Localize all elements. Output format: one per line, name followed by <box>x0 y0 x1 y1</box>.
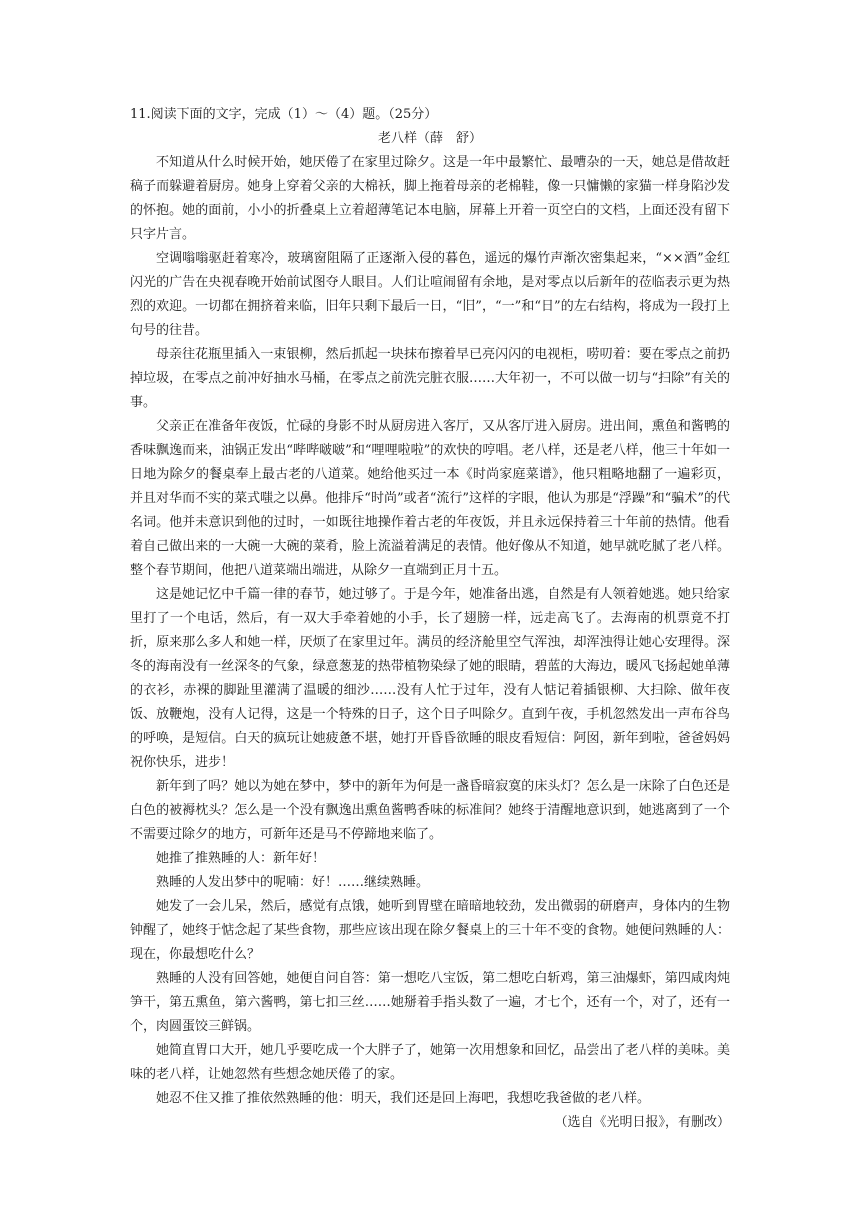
paragraph-5: 这是她记忆中千篇一律的春节，她过够了。于是今年，她准备出逃，自然是有人领着她逃。她只给家里打了一个电话，然后，有一双大手牵着她的小手，长了翅膀一样，远走高飞了。去海南的机票竟不打折，原来那么多人和她一样，厌烦了在家里过年。满员的经济舱里空气浑浊，却浑浊得让她心安理得。深冬的海南没有一丝深冬的气象，绿意葱茏的热带植物染绿了她的眼睛，碧蓝的大海边，暖风飞扬起她单薄的衣衫，赤裸的脚趾里灌满了温暖的细沙……没有人忙于过年，没有人惦记着插银柳、大扫除、做年夜饭、放鞭炮，没有人记得，这是一个特殊的日子，这个日子叫除夕。直到午夜，手机忽然发出一声布谷鸟的呼唤，是短信。白天的疯玩让她疲惫不堪，她打开昏昏欲睡的眼皮看短信：阿囡，新年到啦，爸爸妈妈祝你快乐，进步！ <box>130 587 730 770</box>
paragraph-8: 熟睡的人发出梦中的呢喃：好！……继续熟睡。 <box>156 875 430 890</box>
paragraph-12: 她忍不住又推了推依然熟睡的他：明天，我们还是回上海吧，我想吃我爸做的老八样。 <box>156 1091 651 1106</box>
paragraph-10: 熟睡的人没有回答她，她便自问自答：第一想吃八宝饭，第二想吃白斩鸡，第三油爆虾，第四咸肉炖笋干，第五熏鱼，第六酱鸭，第七扣三丝……她掰着手指头数了一遍，才七个，还有一个，对了，还有一个，肉圆蛋饺三鲜锅。 <box>130 971 730 1034</box>
paragraph-7: 她推了推熟睡的人：新年好！ <box>156 851 326 866</box>
story-title: 老八样（薛 舒） <box>377 131 482 146</box>
question-header: 11.阅读下面的文字，完成（1）～（4）题。（25分） <box>130 107 438 122</box>
paragraph-9: 她发了一会儿呆，然后，感觉有点饿，她听到胃壁在暗暗地较劲，发出微弱的研磨声，身体内的生物钟醒了，她终于惦念起了某些食物，那些应该出现在除夕餐桌上的三十年不变的食物。她便问熟睡的人：现在，你最想吃什么？ <box>130 899 730 962</box>
reading-passage <box>130 103 730 1135</box>
paragraph-4: 父亲正在准备年夜饭，忙碌的身影不时从厨房进入客厅，又从客厅进入厨房。进出间，熏鱼和酱鸭的香味飘逸而来，油锅正发出“哔哔啵啵”和“哩哩啦啦”的欢快的哼唱。老八样，还是老八样，他三十年如一日地为除夕的餐桌奉上最古老的八道菜。她给他买过一本《时尚家庭菜谱》，他只粗略地翻了一遍彩页，并且对华而不实的菜式嗤之以鼻。他排斥“时尚”或者“流行”这样的字眼，他认为那是“浮躁”和“骗术”的代名词。他并未意识到他的过时，一如既往地操作着古老的年夜饭，并且永远保持着三十年前的热情。他看着自己做出来的一大碗一大碗的菜肴，脸上流溢着满足的表情。他好像从不知道，她早就吃腻了老八样。整个春节期间，他把八道菜端出端进，从除夕一直端到正月十五。 <box>130 419 730 578</box>
paragraph-1: 不知道从什么时候开始，她厌倦了在家里过除夕。这是一年中最繁忙、最嘈杂的一天，她总是借故赶稿子而躲避着厨房。她身上穿着父亲的大棉袄，脚上拖着母亲的老棉鞋，像一只慵懒的家猫一样身陷沙发的怀抱。她的面前，小小的折叠桌上立着超薄笔记本电脑，屏幕上开着一页空白的文档，上面还没有留下只字片言。 <box>130 155 730 242</box>
paragraph-3: 母亲往花瓶里插入一束银柳，然后抓起一块抹布擦着早已亮闪闪的电视柜，唠叨着：要在零点之前扔掉垃圾，在零点之前冲好抽水马桶，在零点之前洗完脏衣服……大年初一，不可以做一切与“扫除”有关的事。 <box>130 347 730 410</box>
paragraph-11: 她简直胃口大开，她几乎要吃成一个大胖子了，她第一次用想象和回忆，品尝出了老八样的美味。美味的老八样，让她忽然有些想念她厌倦了的家。 <box>130 1043 730 1082</box>
paragraph-6: 新年到了吗？她以为她在梦中，梦中的新年为何是一盏昏暗寂寞的床头灯？怎么是一床除了白色还是白色的被褥枕头？怎么是一个没有飘逸出熏鱼酱鸭香味的标准间？她终于清醒地意识到，她逃离到了一个不需要过除夕的地方，可新年还是马不停蹄地来临了。 <box>130 779 730 842</box>
paragraph-2: 空调嗡嗡驱赶着寒冷，玻璃窗阻隔了正逐渐入侵的暮色，遥远的爆竹声渐次密集起来，“××酒”金红闪光的广告在央视春晚开始前试图夺人眼目。人们让喧闹留有余地，是对零点以后新年的莅临表示更为热烈的欢迎。一切都在拥挤着来临，旧年只剩下最后一日，“旧”，“一”和“日”的左右结构，将成为一段打上句号的往昔。 <box>130 251 730 338</box>
source-citation: （选自《光明日报》，有删改） <box>554 1115 730 1130</box>
